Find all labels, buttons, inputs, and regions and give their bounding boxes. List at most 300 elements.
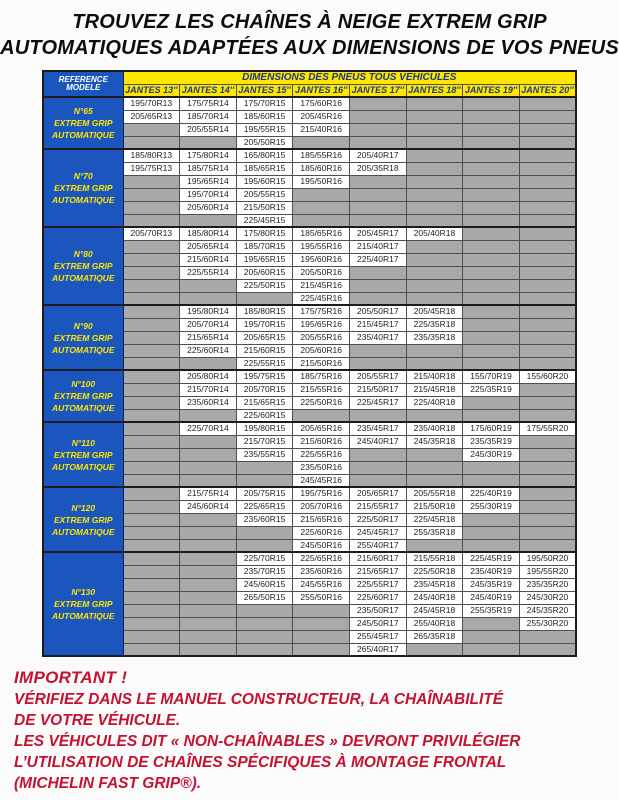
tire-size-cell: 225/35R19: [463, 383, 520, 396]
tire-size-cell: 195/80R15: [236, 422, 293, 435]
empty-cell: [463, 396, 520, 409]
tire-size-cell: 215/50R16: [293, 357, 350, 370]
tire-size-cell: 175/55R20: [519, 422, 576, 435]
tire-size-cell: 205/65R15: [236, 331, 293, 344]
table-row: [43, 435, 576, 448]
empty-cell: [519, 435, 576, 448]
table-row: [43, 149, 576, 162]
table-row: [43, 552, 576, 565]
empty-cell: [350, 188, 407, 201]
tire-size-cell: 205/80R14: [180, 370, 237, 383]
table-row: [43, 461, 576, 474]
tire-size-cell: 255/40R17: [350, 539, 407, 552]
tire-size-cell: 235/50R17: [350, 604, 407, 617]
tire-size-cell: 235/45R18: [406, 578, 463, 591]
empty-cell: [406, 240, 463, 253]
tire-size-cell: 215/50R18: [406, 500, 463, 513]
empty-cell: [406, 253, 463, 266]
tire-size-cell: 195/75R15: [236, 370, 293, 383]
empty-cell: [406, 188, 463, 201]
tire-size-cell: 185/75R14: [180, 162, 237, 175]
empty-cell: [123, 409, 180, 422]
empty-cell: [519, 344, 576, 357]
model-label-line: AUTOMATIQUE: [52, 130, 115, 140]
tire-size-cell: 245/30R20: [519, 591, 576, 604]
tire-size-cell: 225/50R16: [293, 396, 350, 409]
table-row: [43, 279, 576, 292]
tire-size-cell: 235/35R18: [406, 331, 463, 344]
model-cell-n65: [43, 97, 123, 149]
tire-size-cell: 225/70R15: [236, 552, 293, 565]
empty-cell: [519, 227, 576, 240]
tire-size-cell: 245/60R14: [180, 500, 237, 513]
model-label-line: EXTREM GRIP: [53, 183, 113, 193]
tire-size-cell: 245/40R18: [406, 591, 463, 604]
empty-cell: [123, 214, 180, 227]
tire-size-cell: 205/55R18: [406, 487, 463, 500]
empty-cell: [519, 97, 576, 110]
empty-cell: [406, 201, 463, 214]
empty-cell: [463, 240, 520, 253]
notice-line: VÉRIFIEZ DANS LE MANUEL CONSTRUCTEUR, LA CHAÎNABILITÉ: [14, 691, 504, 708]
empty-cell: [123, 513, 180, 526]
tire-size-cell: 185/75R16: [293, 370, 350, 383]
empty-cell: [293, 136, 350, 149]
tire-size-cell: 205/65R13: [123, 110, 180, 123]
tire-size-cell: 235/55R15: [236, 448, 293, 461]
model-label-line: N°120: [71, 502, 96, 513]
tire-size-cell: 245/35R18: [406, 435, 463, 448]
tire-size-cell: 265/50R15: [236, 591, 293, 604]
empty-cell: [406, 175, 463, 188]
empty-cell: [463, 344, 520, 357]
empty-cell: [463, 617, 520, 630]
empty-cell: [123, 344, 180, 357]
table-row: [43, 409, 576, 422]
empty-cell: [123, 370, 180, 383]
tire-chain-size-table: [42, 70, 577, 657]
empty-cell: [236, 292, 293, 305]
empty-cell: [463, 539, 520, 552]
table-row: [43, 422, 576, 435]
empty-cell: [123, 565, 180, 578]
empty-cell: [180, 474, 237, 487]
empty-cell: [463, 630, 520, 643]
tire-size-cell: 215/40R18: [406, 370, 463, 383]
tire-size-cell: 185/70R14: [180, 110, 237, 123]
tire-size-cell: 225/35R18: [406, 318, 463, 331]
empty-cell: [180, 136, 237, 149]
empty-cell: [463, 474, 520, 487]
tire-size-cell: 255/40R18: [406, 617, 463, 630]
model-label-line: EXTREM GRIP: [53, 514, 113, 525]
empty-cell: [519, 539, 576, 552]
tire-size-cell: 205/55R16: [293, 331, 350, 344]
empty-cell: [519, 188, 576, 201]
empty-cell: [463, 149, 520, 162]
empty-cell: [180, 214, 237, 227]
table-header: [43, 71, 576, 97]
empty-cell: [406, 461, 463, 474]
empty-cell: [350, 279, 407, 292]
empty-cell: [406, 136, 463, 149]
model-label-line: N°65: [73, 106, 93, 116]
empty-cell: [519, 487, 576, 500]
empty-cell: [123, 422, 180, 435]
tire-size-cell: 235/70R15: [236, 565, 293, 578]
tire-size-cell: 195/80R14: [180, 305, 237, 318]
empty-cell: [406, 409, 463, 422]
empty-cell: [463, 357, 520, 370]
tire-size-cell: 205/45R17: [350, 227, 407, 240]
empty-cell: [406, 162, 463, 175]
table-row: [43, 240, 576, 253]
table-row: [43, 487, 576, 500]
empty-cell: [463, 513, 520, 526]
reference-label: REFERENCE: [58, 74, 108, 84]
model-label-line: AUTOMATIQUE: [52, 273, 115, 283]
empty-cell: [519, 162, 576, 175]
tire-size-cell: 205/55R14: [180, 123, 237, 136]
table-row: [43, 500, 576, 513]
empty-cell: [123, 500, 180, 513]
empty-cell: [293, 201, 350, 214]
empty-cell: [180, 630, 237, 643]
empty-cell: [123, 448, 180, 461]
empty-cell: [350, 136, 407, 149]
empty-cell: [463, 461, 520, 474]
tire-size-cell: 205/60R15: [236, 266, 293, 279]
tire-size-cell: 195/55R16: [293, 240, 350, 253]
table-row: [43, 175, 576, 188]
empty-cell: [123, 331, 180, 344]
table-row: [43, 448, 576, 461]
table-row: [43, 539, 576, 552]
tire-size-cell: 245/45R18: [406, 604, 463, 617]
tire-size-cell: 225/65R16: [293, 552, 350, 565]
empty-cell: [519, 526, 576, 539]
empty-cell: [123, 396, 180, 409]
tire-size-cell: 235/35R19: [463, 435, 520, 448]
empty-cell: [519, 240, 576, 253]
tire-size-cell: 175/60R16: [293, 97, 350, 110]
empty-cell: [519, 136, 576, 149]
empty-cell: [406, 357, 463, 370]
empty-cell: [293, 617, 350, 630]
empty-cell: [350, 110, 407, 123]
empty-cell: [293, 604, 350, 617]
empty-cell: [350, 474, 407, 487]
empty-cell: [519, 409, 576, 422]
table-row: [43, 305, 576, 318]
tire-size-cell: 225/60R15: [236, 409, 293, 422]
tire-size-cell: 215/45R18: [406, 383, 463, 396]
tire-size-cell: 205/45R16: [293, 110, 350, 123]
tire-size-cell: 245/40R19: [463, 591, 520, 604]
tire-size-cell: 235/40R19: [463, 565, 520, 578]
empty-cell: [123, 266, 180, 279]
tire-size-cell: 205/50R16: [293, 266, 350, 279]
empty-cell: [350, 448, 407, 461]
tire-size-cell: 225/60R16: [293, 526, 350, 539]
tire-size-cell: 205/70R16: [293, 500, 350, 513]
empty-cell: [463, 318, 520, 331]
tire-size-cell: 205/65R14: [180, 240, 237, 253]
tire-size-cell: 195/75R13: [123, 162, 180, 175]
empty-cell: [406, 110, 463, 123]
model-label-line: N°70: [73, 171, 93, 181]
empty-cell: [463, 175, 520, 188]
tire-size-cell: 215/70R14: [180, 383, 237, 396]
empty-cell: [519, 500, 576, 513]
column-header-jantes-13: JANTES 13'': [123, 84, 180, 97]
tire-size-cell: 215/45R16: [293, 279, 350, 292]
empty-cell: [463, 227, 520, 240]
empty-cell: [463, 409, 520, 422]
empty-cell: [236, 539, 293, 552]
tire-size-cell: 185/80R15: [236, 305, 293, 318]
column-header-jantes-17: JANTES 17'': [350, 84, 407, 97]
tire-size-cell: 195/70R14: [180, 188, 237, 201]
empty-cell: [463, 123, 520, 136]
empty-cell: [236, 526, 293, 539]
empty-cell: [463, 305, 520, 318]
tire-size-cell: 245/35R20: [519, 604, 576, 617]
empty-cell: [236, 643, 293, 656]
model-label-line: EXTREM GRIP: [53, 391, 113, 401]
model-cell-n130: [43, 552, 123, 656]
table-row: [43, 565, 576, 578]
table-row: [43, 643, 576, 656]
empty-cell: [236, 461, 293, 474]
tire-size-cell: 245/55R16: [293, 578, 350, 591]
empty-cell: [406, 474, 463, 487]
table-row: [43, 396, 576, 409]
tire-size-cell: 225/45R17: [350, 396, 407, 409]
empty-cell: [123, 240, 180, 253]
tire-size-cell: 255/50R16: [293, 591, 350, 604]
empty-cell: [463, 292, 520, 305]
model-cell-n80: [43, 227, 123, 305]
tire-size-cell: 245/40R17: [350, 435, 407, 448]
tire-size-cell: 185/65R16: [293, 227, 350, 240]
table-row: [43, 201, 576, 214]
model-label-line: AUTOMATIQUE: [52, 611, 115, 621]
tire-size-cell: 225/45R19: [463, 552, 520, 565]
column-header-jantes-19: JANTES 19'': [463, 84, 520, 97]
empty-cell: [350, 266, 407, 279]
empty-cell: [350, 409, 407, 422]
empty-cell: [123, 136, 180, 149]
tire-size-cell: 235/60R14: [180, 396, 237, 409]
tire-size-cell: 185/80R13: [123, 149, 180, 162]
empty-cell: [406, 292, 463, 305]
tire-size-cell: 205/50R17: [350, 305, 407, 318]
model-label-line: AUTOMATIQUE: [52, 195, 115, 205]
tire-size-cell: 215/60R14: [180, 253, 237, 266]
tire-size-cell: 215/50R17: [350, 383, 407, 396]
tire-size-cell: 195/55R20: [519, 565, 576, 578]
empty-cell: [463, 279, 520, 292]
tire-size-cell: 215/65R14: [180, 331, 237, 344]
table-row: [43, 97, 576, 110]
tire-size-cell: 175/70R15: [236, 97, 293, 110]
table-row: [43, 617, 576, 630]
table-row: [43, 474, 576, 487]
empty-cell: [180, 435, 237, 448]
empty-cell: [519, 175, 576, 188]
dimensions-header: DIMENSIONS DES PNEUS TOUS VEHICULES: [123, 71, 576, 84]
tire-size-cell: 205/70R13: [123, 227, 180, 240]
empty-cell: [463, 253, 520, 266]
model-label-line: N°100: [71, 379, 96, 389]
tire-size-cell: 225/70R14: [180, 422, 237, 435]
empty-cell: [180, 565, 237, 578]
table-body: [43, 97, 576, 656]
tire-size-cell: 155/70R19: [463, 370, 520, 383]
tire-size-cell: 235/45R17: [350, 422, 407, 435]
tire-size-cell: 215/65R17: [350, 565, 407, 578]
tire-size-cell: 245/30R19: [463, 448, 520, 461]
table-row: [43, 383, 576, 396]
empty-cell: [123, 526, 180, 539]
tire-size-cell: 205/60R16: [293, 344, 350, 357]
tire-size-cell: 205/35R18: [350, 162, 407, 175]
tire-size-cell: 195/50R20: [519, 552, 576, 565]
tire-size-cell: 195/75R16: [293, 487, 350, 500]
table-header-row-1: [43, 71, 576, 84]
empty-cell: [406, 539, 463, 552]
tire-size-cell: 255/30R19: [463, 500, 520, 513]
notice-line: LES VÉHICULES DIT « NON-CHAÎNABLES » DEVRONT PRIVILÉGIER: [14, 733, 521, 750]
empty-cell: [180, 552, 237, 565]
empty-cell: [519, 513, 576, 526]
empty-cell: [463, 110, 520, 123]
tire-size-cell: 205/75R15: [236, 487, 293, 500]
tire-size-cell: 225/60R14: [180, 344, 237, 357]
model-label-line: N°80: [73, 249, 93, 259]
empty-cell: [463, 214, 520, 227]
tire-size-cell: 225/55R15: [236, 357, 293, 370]
tire-size-cell: 195/50R16: [293, 175, 350, 188]
empty-cell: [180, 279, 237, 292]
tire-size-cell: 185/55R16: [293, 149, 350, 162]
tire-size-cell: 225/45R16: [293, 292, 350, 305]
empty-cell: [180, 643, 237, 656]
model-label-line: AUTOMATIQUE: [52, 344, 115, 355]
empty-cell: [293, 188, 350, 201]
empty-cell: [519, 123, 576, 136]
model-label-line: AUTOMATIQUE: [52, 461, 115, 472]
empty-cell: [180, 604, 237, 617]
empty-cell: [463, 201, 520, 214]
tire-size-cell: 225/65R15: [236, 500, 293, 513]
tire-size-cell: 205/65R17: [350, 487, 407, 500]
table-row: [43, 227, 576, 240]
empty-cell: [519, 474, 576, 487]
tire-size-cell: 175/80R14: [180, 149, 237, 162]
empty-cell: [519, 149, 576, 162]
empty-cell: [123, 305, 180, 318]
tire-size-cell: 245/45R17: [350, 526, 407, 539]
empty-cell: [123, 292, 180, 305]
empty-cell: [180, 461, 237, 474]
tire-size-cell: 195/60R15: [236, 175, 293, 188]
tire-size-cell: 255/35R18: [406, 526, 463, 539]
tire-size-cell: 225/50R18: [406, 565, 463, 578]
empty-cell: [519, 630, 576, 643]
empty-cell: [123, 617, 180, 630]
tire-size-cell: 205/50R15: [236, 136, 293, 149]
tire-size-cell: 205/40R18: [406, 227, 463, 240]
column-header-jantes-14: JANTES 14'': [180, 84, 237, 97]
empty-cell: [350, 344, 407, 357]
table-row: [43, 318, 576, 331]
empty-cell: [123, 539, 180, 552]
empty-cell: [519, 331, 576, 344]
tire-size-cell: 225/45R15: [236, 214, 293, 227]
empty-cell: [236, 617, 293, 630]
table-row: [43, 123, 576, 136]
empty-cell: [519, 253, 576, 266]
tire-size-cell: 225/55R16: [293, 448, 350, 461]
column-header-jantes-20: JANTES 20'': [519, 84, 576, 97]
tire-size-cell: 205/45R18: [406, 305, 463, 318]
tire-size-cell: 195/70R15: [236, 318, 293, 331]
tire-size-cell: 175/75R16: [293, 305, 350, 318]
empty-cell: [123, 318, 180, 331]
empty-cell: [406, 214, 463, 227]
table-row: [43, 604, 576, 617]
column-header-jantes-16: JANTES 16'': [293, 84, 350, 97]
empty-cell: [123, 461, 180, 474]
empty-cell: [123, 630, 180, 643]
tire-size-cell: 205/40R17: [350, 149, 407, 162]
tire-size-cell: 175/60R19: [463, 422, 520, 435]
model-label-line: AUTOMATIQUE: [52, 526, 115, 537]
empty-cell: [406, 448, 463, 461]
model-cell-n120: [43, 487, 123, 552]
tire-size-cell: 245/45R16: [293, 474, 350, 487]
empty-cell: [406, 123, 463, 136]
tire-size-cell: 205/70R14: [180, 318, 237, 331]
tire-size-cell: 215/60R16: [293, 435, 350, 448]
model-cell-n100: [43, 370, 123, 422]
empty-cell: [123, 357, 180, 370]
empty-cell: [519, 383, 576, 396]
tire-size-cell: 185/80R14: [180, 227, 237, 240]
tire-size-cell: 265/35R18: [406, 630, 463, 643]
empty-cell: [519, 292, 576, 305]
empty-cell: [123, 383, 180, 396]
tire-size-cell: 225/40R18: [406, 396, 463, 409]
empty-cell: [350, 97, 407, 110]
empty-cell: [123, 175, 180, 188]
empty-cell: [180, 292, 237, 305]
modele-label: MODELE: [66, 83, 101, 92]
title-line-2: AUTOMATIQUES ADAPTÉES AUX DIMENSIONS DE VOS PNEUS: [0, 37, 619, 59]
tire-size-cell: 235/50R16: [293, 461, 350, 474]
empty-cell: [123, 552, 180, 565]
tire-size-cell: 215/55R16: [293, 383, 350, 396]
empty-cell: [123, 643, 180, 656]
model-label-line: AUTOMATIQUE: [52, 403, 115, 413]
tire-size-cell: 195/65R16: [293, 318, 350, 331]
tire-size-cell: 225/60R17: [350, 591, 407, 604]
tire-size-cell: 185/60R15: [236, 110, 293, 123]
table-row: [43, 591, 576, 604]
reference-modele-header: [43, 71, 123, 97]
